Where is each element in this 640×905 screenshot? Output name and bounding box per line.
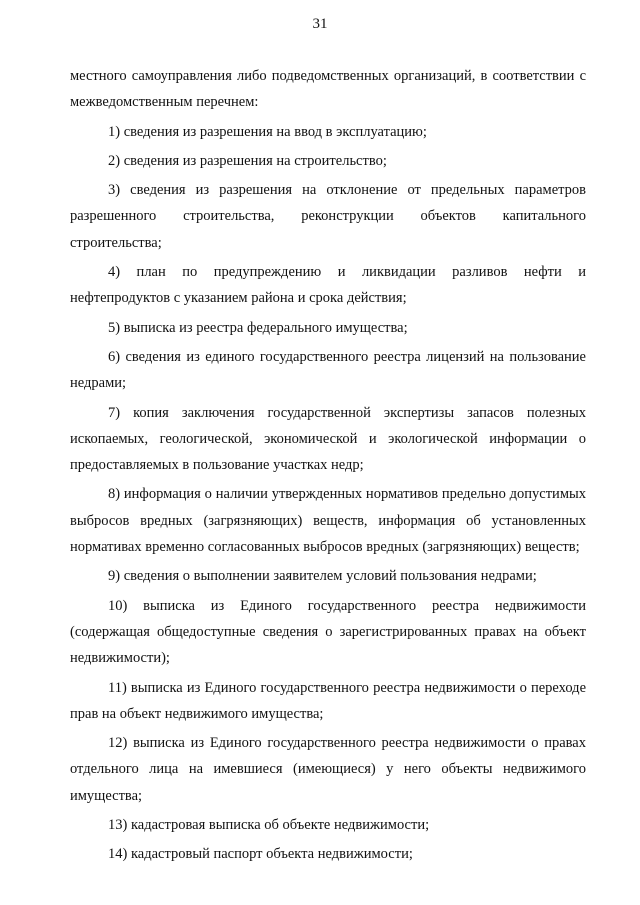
paragraph-3: 2) сведения из разрешения на строительство; [108,152,387,169]
paragraph-8: 7) копия заключения государственной экспертизы запасов полезных ископаемых, геологической, экономической и экологической информации о предоставляемых в пользование участках недр; [70,404,586,474]
document-body [70,63,586,871]
paragraph-9: 8) информация о наличии утвержденных нормативов предельно допустимых выбросов вредных (загрязняющих) веществ, информация об установленных нормативах временно согласованных выбросов вредных (загрязняющих) веществ; [70,486,586,556]
paragraph-6: 5) выписка из реестра федерального имущества; [108,319,408,336]
paragraph-5: 4) план по предупреждению и ликвидации разливов нефти и нефтепродуктов с указанием района и срока действия; [70,264,586,307]
paragraph-13: 12) выписка из Единого государственного реестра недвижимости о правах отдельного лица на имевшиеся (имеющиеся) у него объекты недвижимого имущества; [70,735,586,804]
paragraph-2: 1) сведения из разрешения на ввод в эксплуатацию; [108,123,427,140]
paragraph-7: 6) сведения из единого государственного реестра лицензий на пользование недрами; [70,348,586,392]
paragraph-10: 9) сведения о выполнении заявителем условий пользования недрами; [108,568,537,585]
paragraph-12: 11) выписка из Единого государственного реестра недвижимости о переходе прав на объект недвижимого имущества; [70,679,586,722]
page-number: 31 [312,16,328,32]
paragraph-15: 14) кадастровый паспорт объекта недвижимости; [108,846,413,863]
paragraph-4: 3) сведения из разрешения на отклонение от предельных параметров разрешенного строительства, реконструкции объектов капитального строительства; [70,182,586,251]
paragraph-14: 13) кадастровая выписка об объекте недвижимости; [108,817,430,834]
paragraph-11: 10) выписка из Единого государственного реестра недвижимости (содержащая общедоступные сведения о зарегистрированных правах на объект недвижимости); [70,597,586,667]
paragraph-1: местного самоуправления либо подведомственных организаций, в соответствии с межведомственным перечнем: [70,68,586,111]
